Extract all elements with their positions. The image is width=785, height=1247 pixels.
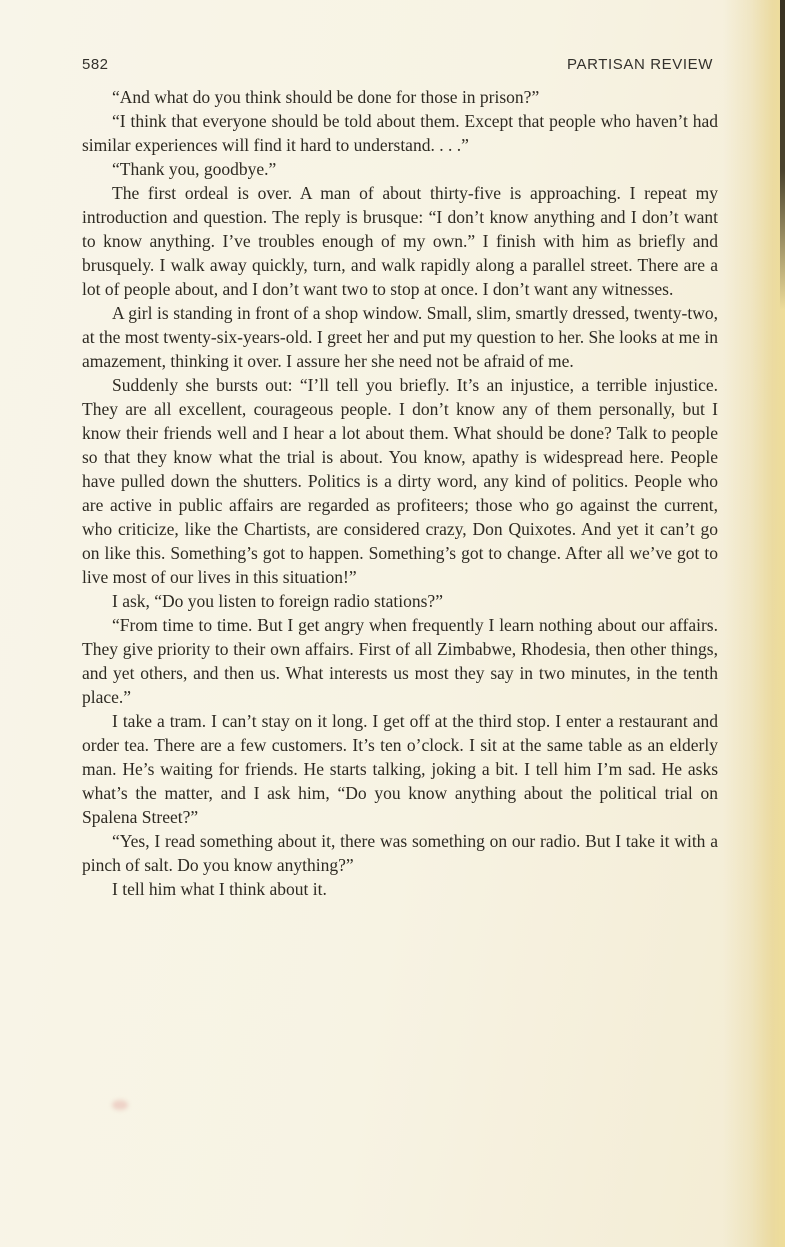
running-head (82, 56, 713, 73)
paragraph: “And what do you think should be done for those in prison?” (112, 87, 540, 107)
paragraph: “I think that everyone should be told about them. Except that people who haven’t had similar experiences will find it hard to understand. . . .” (82, 111, 718, 155)
paragraph: I ask, “Do you listen to foreign radio stations?” (112, 591, 443, 611)
journal-title: PARTISAN REVIEW (567, 56, 713, 73)
paragraph: “Thank you, goodbye.” (112, 159, 277, 179)
paragraph: “From time to time. But I get angry when frequently I learn nothing about our affairs. They give priority to their own affairs. First of all Zimbabwe, Rhodesia, then other things, and yet others, and then us. What interests us most they say in two minutes, in the tenth place.” (82, 615, 718, 707)
paragraph: I tell him what I think about it. (112, 879, 327, 899)
scan-artifact-dot (112, 1100, 128, 1110)
paragraph: Suddenly she bursts out: “I’ll tell you briefly. It’s an injustice, a terrible injustice. They are all excellent, courageous people. I don’t know any of them personally, but I know their friends well and I hear a lot about them. What should be done? Talk to people so that they know what the trial is about. You know, apathy is widespread here. People have pulled down the shutters. Politics is a dirty word, any kind of politics. People who are active in public affairs are regarded as profiteers; those who go against the current, who criticize, like the Chartists, are considered crazy, Don Quixotes. And yet it can’t go on like this. Something’s got to happen. Something’s got to change. After all we’ve got to live most of our lives in this situation!” (82, 375, 718, 587)
page-number: 582 (82, 56, 109, 73)
paragraph: A girl is standing in front of a shop window. Small, slim, smartly dressed, twenty-two, at the most twenty-six-years-old. I greet her and put my question to her. She looks at me in amazement, thinking it over. I assure her she need not be afraid of me. (82, 303, 718, 371)
page-edge-shadow-icon (780, 0, 785, 310)
article-body (82, 85, 718, 901)
paragraph: “Yes, I read something about it, there was something on our radio. But I take it with a pinch of salt. Do you know anything?” (82, 831, 718, 875)
paragraph: I take a tram. I can’t stay on it long. I get off at the third stop. I enter a restaurant and order tea. There are a few customers. It’s ten o’clock. I sit at the same table as an elderly man. He’s waiting for friends. He starts talking, joking a bit. I tell him I’m sad. He asks what’s the matter, and I ask him, “Do you know anything about the political trial on Spalena Street?” (82, 711, 718, 827)
paragraph: The first ordeal is over. A man of about thirty-five is approaching. I repeat my introduction and question. The reply is brusque: “I don’t know anything and I don’t want to know anything. I’ve troubles enough of my own.” I finish with him as briefly and brusquely. I walk away quickly, turn, and walk rapidly along a parallel street. There are a lot of people about, and I don’t want two to stop at once. I don’t want any witnesses. (82, 183, 718, 299)
page-edge-gradient (723, 0, 785, 1247)
